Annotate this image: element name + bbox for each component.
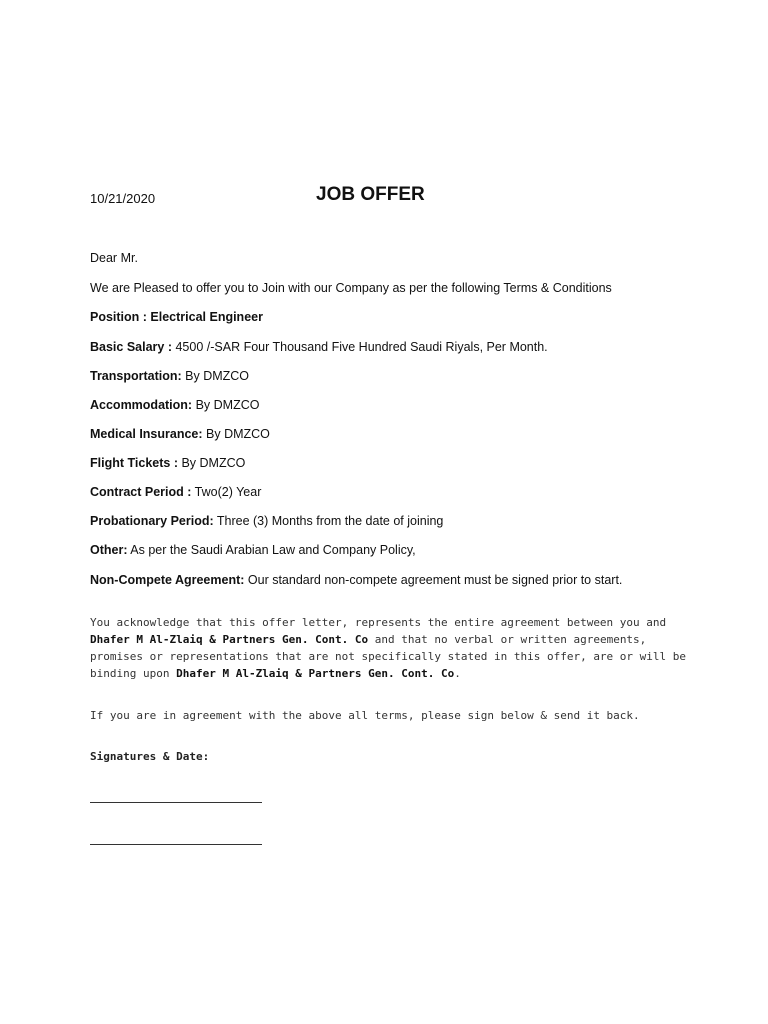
term-non-compete [90, 573, 622, 587]
intro-text: We are Pleased to offer you to Join with our Company as per the following Terms & Conditions [90, 281, 612, 295]
term-transportation [90, 369, 249, 383]
term-label: Accommodation: [90, 398, 193, 412]
company-name: Dhafer M Al-Zlaiq & Partners Gen. Cont. Co [176, 667, 455, 680]
ack-text: and that no verbal or written agreements, promises or representations that are not specifically stated in this offer, are or will be binding upon [90, 633, 687, 680]
letter-title: JOB OFFER [316, 184, 425, 205]
term-value: By DMZCO [202, 427, 270, 441]
acknowledgement-paragraph [90, 614, 690, 682]
term-value: As per the Saudi Arabian Law and Company Policy, [127, 543, 416, 557]
term-value: By DMZCO [177, 456, 246, 470]
term-value: By DMZCO [192, 398, 260, 412]
term-flight-tickets [90, 456, 245, 470]
term-accommodation [90, 398, 259, 412]
term-label: Transportation: [90, 369, 182, 383]
greeting: Dear Mr. [90, 251, 138, 265]
term-label: Medical Insurance: [90, 427, 203, 441]
term-value: 4500 /-SAR Four Thousand Five Hundred Saudi Riyals, Per Month. [172, 340, 548, 354]
term-basic-salary [90, 340, 548, 354]
term-medical-insurance [90, 427, 270, 441]
term-probationary-period [90, 514, 443, 528]
term-value: By DMZCO [181, 369, 250, 383]
term-contract-period [90, 485, 261, 499]
term-label: Basic Salary : [90, 340, 172, 354]
term-value: Two(2) Year [191, 485, 262, 499]
term-value: Our standard non-compete agreement must be signed prior to start. [244, 573, 623, 587]
term-other [90, 543, 416, 557]
term-label: Non-Compete Agreement: [90, 573, 245, 587]
term-label: Position : Electrical Engineer [90, 310, 263, 324]
ack-text: . [454, 667, 461, 680]
ack-text: You acknowledge that this offer letter, represents the entire agreement between you and [90, 616, 667, 629]
term-label: Contract Period : [90, 485, 192, 499]
term-label: Other: [90, 543, 128, 557]
term-value: Three (3) Months from the date of joining [213, 514, 444, 528]
signature-line [90, 802, 262, 803]
letter-date: 10/21/2020 [90, 191, 156, 206]
term-position [90, 310, 263, 324]
term-label: Flight Tickets : [90, 456, 178, 470]
signature-date-line [90, 844, 262, 845]
term-label: Probationary Period: [90, 514, 214, 528]
agreement-instruction: If you are in agreement with the above all terms, please sign below & send it back. [90, 709, 640, 722]
company-name: Dhafer M Al-Zlaiq & Partners Gen. Cont. Co [90, 633, 369, 646]
signatures-label: Signatures & Date: [90, 750, 210, 763]
